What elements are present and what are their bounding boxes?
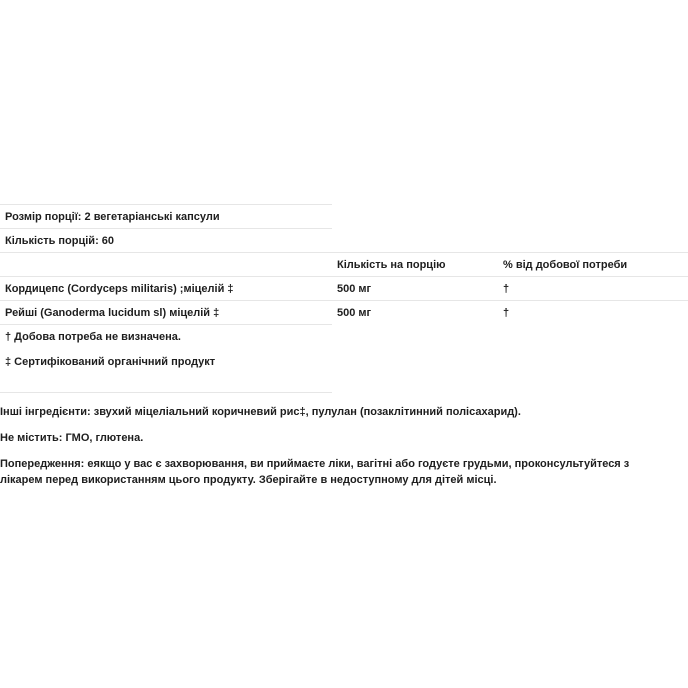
- ingredient-daily-value: †: [503, 283, 510, 295]
- table-header-row: [0, 252, 688, 276]
- ingredient-name: Кордицепс (Cordyceps militaris) ;міцелій ‡: [5, 283, 234, 295]
- table-row: [0, 276, 688, 300]
- footnote-row: [0, 324, 332, 350]
- footnote-organic: ‡ Сертифікований органічний продукт: [5, 356, 216, 368]
- table-row: [0, 300, 688, 324]
- ingredient-amount: 500 мг: [337, 283, 372, 295]
- serving-size-row: [0, 204, 332, 228]
- supplement-facts-table: [0, 204, 628, 374]
- ingredient-name: Рейші (Ganoderma lucidum sl) міцелій ‡: [5, 307, 220, 319]
- ingredient-amount: 500 мг: [337, 307, 372, 319]
- serving-size: Розмір порції: 2 вегетаріанські капсули: [5, 211, 220, 223]
- free-from: Не містить: ГМО, глютена.: [0, 432, 144, 444]
- footnote-daily-value: † Добова потреба не визначена.: [5, 331, 181, 343]
- daily-value-header: % від добової потреби: [503, 259, 628, 271]
- other-ingredients: Інші інгредієнти: звухий міцеліальний коричневий рис‡, пулулан (позаклітинний полісахарид).: [0, 406, 521, 418]
- warning-text: Попередження: еякщо у вас є захворювання, ви приймаєте ліки, вагітні або годуєте грудьми, проконсультуйтеся з лікарем перед використанням цього продукту. Зберігайте в недоступному для дітей місці.: [0, 458, 630, 486]
- servings-per-container-row: [0, 228, 332, 252]
- table-divider: [0, 392, 332, 393]
- footnote-row: [0, 350, 332, 374]
- servings-per-container: Кількість порцій: 60: [5, 235, 115, 247]
- ingredient-daily-value: †: [503, 307, 510, 319]
- amount-per-serving-header: Кількість на порцію: [337, 259, 446, 271]
